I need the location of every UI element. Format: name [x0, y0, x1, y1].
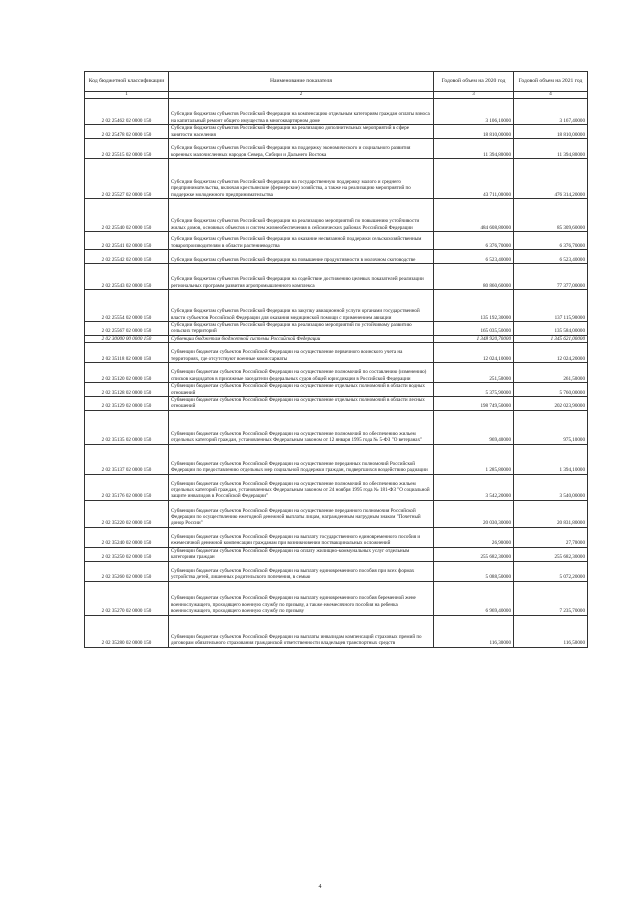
- cell-2020: 251,50000: [434, 363, 514, 383]
- table-row: [85, 232, 588, 250]
- cell-code: 2 02 30000 00 0000 150: [85, 335, 169, 342]
- cell-2020: 484 608,80000: [434, 199, 514, 232]
- table-row: [85, 264, 588, 290]
- table-row: [85, 397, 588, 411]
- table-row: [85, 561, 588, 581]
- cell-2020: 1 348 920,70000: [434, 335, 514, 342]
- cell-code: 2 02 35129 02 0000 150: [85, 397, 169, 411]
- cell-name: Субвенции бюджетам субъектов Российской Федерации на осуществление отдельных полномочий в области водных отношений: [169, 383, 434, 397]
- cell-code: 2 02 25478 02 0000 150: [85, 125, 169, 139]
- cell-2021: 3 540,00000: [514, 474, 588, 500]
- cell-name: Субвенции бюджетам субъектов Российской Федерации на выплату единовременного пособия беременной жене военнослужащего, проходящего военную службу по призыву, а также ежемесячного пособия на ребенка военнослужащего, проходящего военную службу по призыву: [169, 581, 434, 615]
- header-code: Код бюджетной классификации: [85, 72, 169, 92]
- table-row: [85, 615, 588, 647]
- column-number: 1: [85, 92, 169, 99]
- cell-name: Субвенции бюджетам субъектов Российской Федерации на выплату единовременного пособия при всех формах устройства детей, лишенных родительского попечения, в семью: [169, 561, 434, 581]
- cell-2021: 11 394,80000: [514, 139, 588, 159]
- cell-code: 2 02 35280 02 0000 150: [85, 615, 169, 647]
- cell-2021: 27,70000: [514, 527, 588, 547]
- cell-name: Субвенции бюджетам субъектов Российской Федерации на осуществление переданных полномочий Российской Федерации по предоставлению отдельных мер социальной поддержки граждан, подвергшихся воздействию радиации: [169, 444, 434, 474]
- cell-2021: 12 024,20000: [514, 343, 588, 363]
- cell-code: 2 02 25540 02 0000 150: [85, 199, 169, 232]
- cell-code: 2 02 35240 02 0000 150: [85, 527, 169, 547]
- budget-table-container: [84, 71, 587, 648]
- cell-name: Субсидии бюджетам субъектов Российской Федерации на реализацию мероприятий по повышению устойчивости жилых домов, основных объектов и систем жизнеобеспечения в сейсмических районах Российской Федерации: [169, 199, 434, 232]
- cell-code: 2 02 25462 02 0000 150: [85, 99, 169, 125]
- cell-2020: 26,90000: [434, 527, 514, 547]
- cell-2021: 5 760,00000: [514, 383, 588, 397]
- cell-2021: 85 309,60000: [514, 199, 588, 232]
- cell-name: Субсидии бюджетам субъектов Российской Федерации на оказание несвязанной поддержки сельскохозяйственным товаропроизводителям в области растениеводства: [169, 232, 434, 250]
- cell-name: Субвенции бюджетам субъектов Российской Федерации на осуществление полномочий по обеспечению жильем отдельных категорий граждан, установленных Федеральным законом от 12 января 1995 года № 5-ФЗ "О ветеранах": [169, 410, 434, 444]
- cell-code: 2 02 35118 02 0000 150: [85, 343, 169, 363]
- budget-table: [84, 71, 588, 648]
- table-row: [85, 474, 588, 500]
- cell-name: Субвенции бюджетам субъектов Российской Федерации на осуществление полномочий по составлению (изменению) списков кандидатов в присяжные заседатели федеральных судов общей юрисдикции в Российской Федерации: [169, 363, 434, 383]
- cell-code: 2 02 35137 02 0000 150: [85, 444, 169, 474]
- cell-2020: 255 682,30000: [434, 547, 514, 561]
- cell-2020: 135 192,30000: [434, 290, 514, 322]
- table-header-row: [85, 72, 588, 92]
- cell-2021: 1 394,10000: [514, 444, 588, 474]
- cell-2020: 1 285,80000: [434, 444, 514, 474]
- cell-2021: 476 314,20000: [514, 159, 588, 199]
- cell-2021: 7 235,70000: [514, 581, 588, 615]
- cell-2020: 43 711,00000: [434, 159, 514, 199]
- cell-2021: 5 072,20000: [514, 561, 588, 581]
- cell-2020: 80 860,60000: [434, 264, 514, 290]
- cell-code: 2 02 35250 02 0000 150: [85, 547, 169, 561]
- cell-2021: 77 377,00000: [514, 264, 588, 290]
- cell-2021: 3 167,40000: [514, 99, 588, 125]
- table-row: [85, 322, 588, 336]
- table-row: [85, 290, 588, 322]
- cell-code: 2 02 25542 02 0000 150: [85, 250, 169, 264]
- cell-2020: 165 035,50000: [434, 322, 514, 336]
- cell-2021: 202 023,90000: [514, 397, 588, 411]
- column-number: 4: [514, 92, 588, 99]
- cell-name: Субвенции бюджетам субъектов Российской Федерации на осуществление полномочий по обеспечению жильем отдельных категорий граждан, установленных Федеральным законом от 24 ноября 1995 года № 181-ФЗ "О социальной защите инвалидов в Российской Федерации": [169, 474, 434, 500]
- cell-name: Субвенции бюджетам субъектов Российской Федерации на выплаты инвалидам компенсаций страховых премий по договорам обязательного страхования гражданской ответственности владельцев транспортных средств: [169, 615, 434, 647]
- cell-2020: 198 749,50000: [434, 397, 514, 411]
- table-row: [85, 547, 588, 561]
- cell-2020: 20 030,30000: [434, 500, 514, 527]
- cell-code: 2 02 25567 02 0000 150: [85, 322, 169, 336]
- table-row: [85, 444, 588, 474]
- cell-code: 2 02 35128 02 0000 150: [85, 383, 169, 397]
- cell-code: 2 02 25543 02 0000 150: [85, 264, 169, 290]
- cell-name: Субсидии бюджетам субъектов Российской Федерации на государственную поддержку малого и среднего предпринимательства, включая крестьянские (фермерские) хозяйства, а также на реализацию мероприятий по поддержке молодежного предпринимательства: [169, 159, 434, 199]
- table-row: [85, 581, 588, 615]
- cell-2021: 6 376,70000: [514, 232, 588, 250]
- table-row: [85, 159, 588, 199]
- cell-2020: 6 376,70000: [434, 232, 514, 250]
- cell-2021: 137 115,90000: [514, 290, 588, 322]
- cell-code: 2 02 35270 02 0000 150: [85, 581, 169, 615]
- cell-2020: 11 394,80000: [434, 139, 514, 159]
- cell-2020: 116,30000: [434, 615, 514, 647]
- cell-2020: 5 088,50000: [434, 561, 514, 581]
- cell-2021: 6 523,40000: [514, 250, 588, 264]
- cell-name: Субвенции бюджетам субъектов Российской Федерации на осуществление переданного полномочия Российской Федерации по осуществлению ежегодной денежной выплаты лицам, награжденным нагрудным знаком "Почетный донор России": [169, 500, 434, 527]
- table-row: [85, 363, 588, 383]
- cell-name: Субвенции бюджетам субъектов Российской Федерации на осуществление отдельных полномочий в области лесных отношений: [169, 397, 434, 411]
- cell-2021: 20 831,80000: [514, 500, 588, 527]
- cell-code: 2 02 35260 02 0000 150: [85, 561, 169, 581]
- cell-2020: 6 523,40000: [434, 250, 514, 264]
- cell-2021: 1 345 621,00000: [514, 335, 588, 342]
- table-row: [85, 527, 588, 547]
- cell-2020: 969,40000: [434, 410, 514, 444]
- table-body: [85, 99, 588, 648]
- column-number-row: [85, 92, 588, 99]
- table-row: [85, 199, 588, 232]
- cell-2020: 18 810,00000: [434, 125, 514, 139]
- table-row: [85, 99, 588, 125]
- table-row: [85, 139, 588, 159]
- page-number: 4: [318, 884, 322, 890]
- cell-2021: 255 682,30000: [514, 547, 588, 561]
- cell-code: 2 02 25541 02 0000 150: [85, 232, 169, 250]
- column-number: 3: [434, 92, 514, 99]
- cell-code: 2 02 35120 02 0000 150: [85, 363, 169, 383]
- cell-2020: 3 542,20000: [434, 474, 514, 500]
- table-row: [85, 500, 588, 527]
- header-2021: Годовой объем на 2021 год: [514, 72, 588, 92]
- cell-name: Субвенции бюджетам субъектов Российской Федерации на выплату государственного единовременного пособия и ежемесячной денежной компенсации гражданам при возникновении поствакцинальных осложнений: [169, 527, 434, 547]
- cell-code: 2 02 25515 02 0000 150: [85, 139, 169, 159]
- cell-code: 2 02 35176 02 0000 150: [85, 474, 169, 500]
- cell-2020: 12 024,10000: [434, 343, 514, 363]
- header-2020: Годовой объем на 2020 год: [434, 72, 514, 92]
- cell-name: Субсидии бюджетам субъектов Российской Федерации на реализацию мероприятий по устойчивому развитию сельских территорий: [169, 322, 434, 336]
- cell-code: 2 02 35135 02 0000 150: [85, 410, 169, 444]
- cell-name: Субсидии бюджетам субъектов Российской Федерации на реализацию дополнительных мероприятий в сфере занятости населения: [169, 125, 434, 139]
- cell-2021: 18 810,00000: [514, 125, 588, 139]
- cell-name: Субвенции бюджетам субъектов Российской Федерации на осуществление первичного воинского учета на территориях, где отсутствуют военные комиссариаты: [169, 343, 434, 363]
- cell-2020: 6 969,40000: [434, 581, 514, 615]
- cell-name: Субсидии бюджетам субъектов Российской Федерации на компенсацию отдельным категориям граждан оплаты взноса на капитальный ремонт общего имущества в многоквартирном доме: [169, 99, 434, 125]
- header-name: Наименование показателя: [169, 72, 434, 92]
- table-row: [85, 335, 588, 342]
- column-number: 2: [169, 92, 434, 99]
- cell-2021: 135 584,00000: [514, 322, 588, 336]
- cell-name: Субвенции бюджетам бюджетной системы Российской Федерации: [169, 335, 434, 342]
- table-row: [85, 250, 588, 264]
- cell-name: Субсидии бюджетам субъектов Российской Федерации на закупку авиационной услуги органами государственной власти субъектов Российской Федерации для оказания медицинской помощи с применением авиации: [169, 290, 434, 322]
- table-row: [85, 410, 588, 444]
- cell-name: Субсидии бюджетам субъектов Российской Федерации на поддержку экономического и социального развития коренных малочисленных народов Севера, Сибири и Дальнего Востока: [169, 139, 434, 159]
- cell-2021: 261,50000: [514, 363, 588, 383]
- cell-name: Субсидии бюджетам субъектов Российской Федерации на содействие достижению целевых показателей реализации региональных программ развития агропромышленного комплекса: [169, 264, 434, 290]
- table-row: [85, 343, 588, 363]
- cell-2021: 975,10000: [514, 410, 588, 444]
- table-row: [85, 125, 588, 139]
- cell-code: 2 02 35220 02 0000 150: [85, 500, 169, 527]
- cell-2020: 5 375,90000: [434, 383, 514, 397]
- cell-name: Субвенции бюджетам субъектов Российской Федерации на оплату жилищно-коммунальных услуг отдельным категориям граждан: [169, 547, 434, 561]
- cell-2021: 116,50000: [514, 615, 588, 647]
- cell-code: 2 02 25554 02 0000 150: [85, 290, 169, 322]
- cell-code: 2 02 25527 02 0000 150: [85, 159, 169, 199]
- table-row: [85, 383, 588, 397]
- cell-2020: 3 106,10000: [434, 99, 514, 125]
- cell-name: Субсидии бюджетам субъектов Российской Федерации на повышение продуктивности в молочном скотоводстве: [169, 250, 434, 264]
